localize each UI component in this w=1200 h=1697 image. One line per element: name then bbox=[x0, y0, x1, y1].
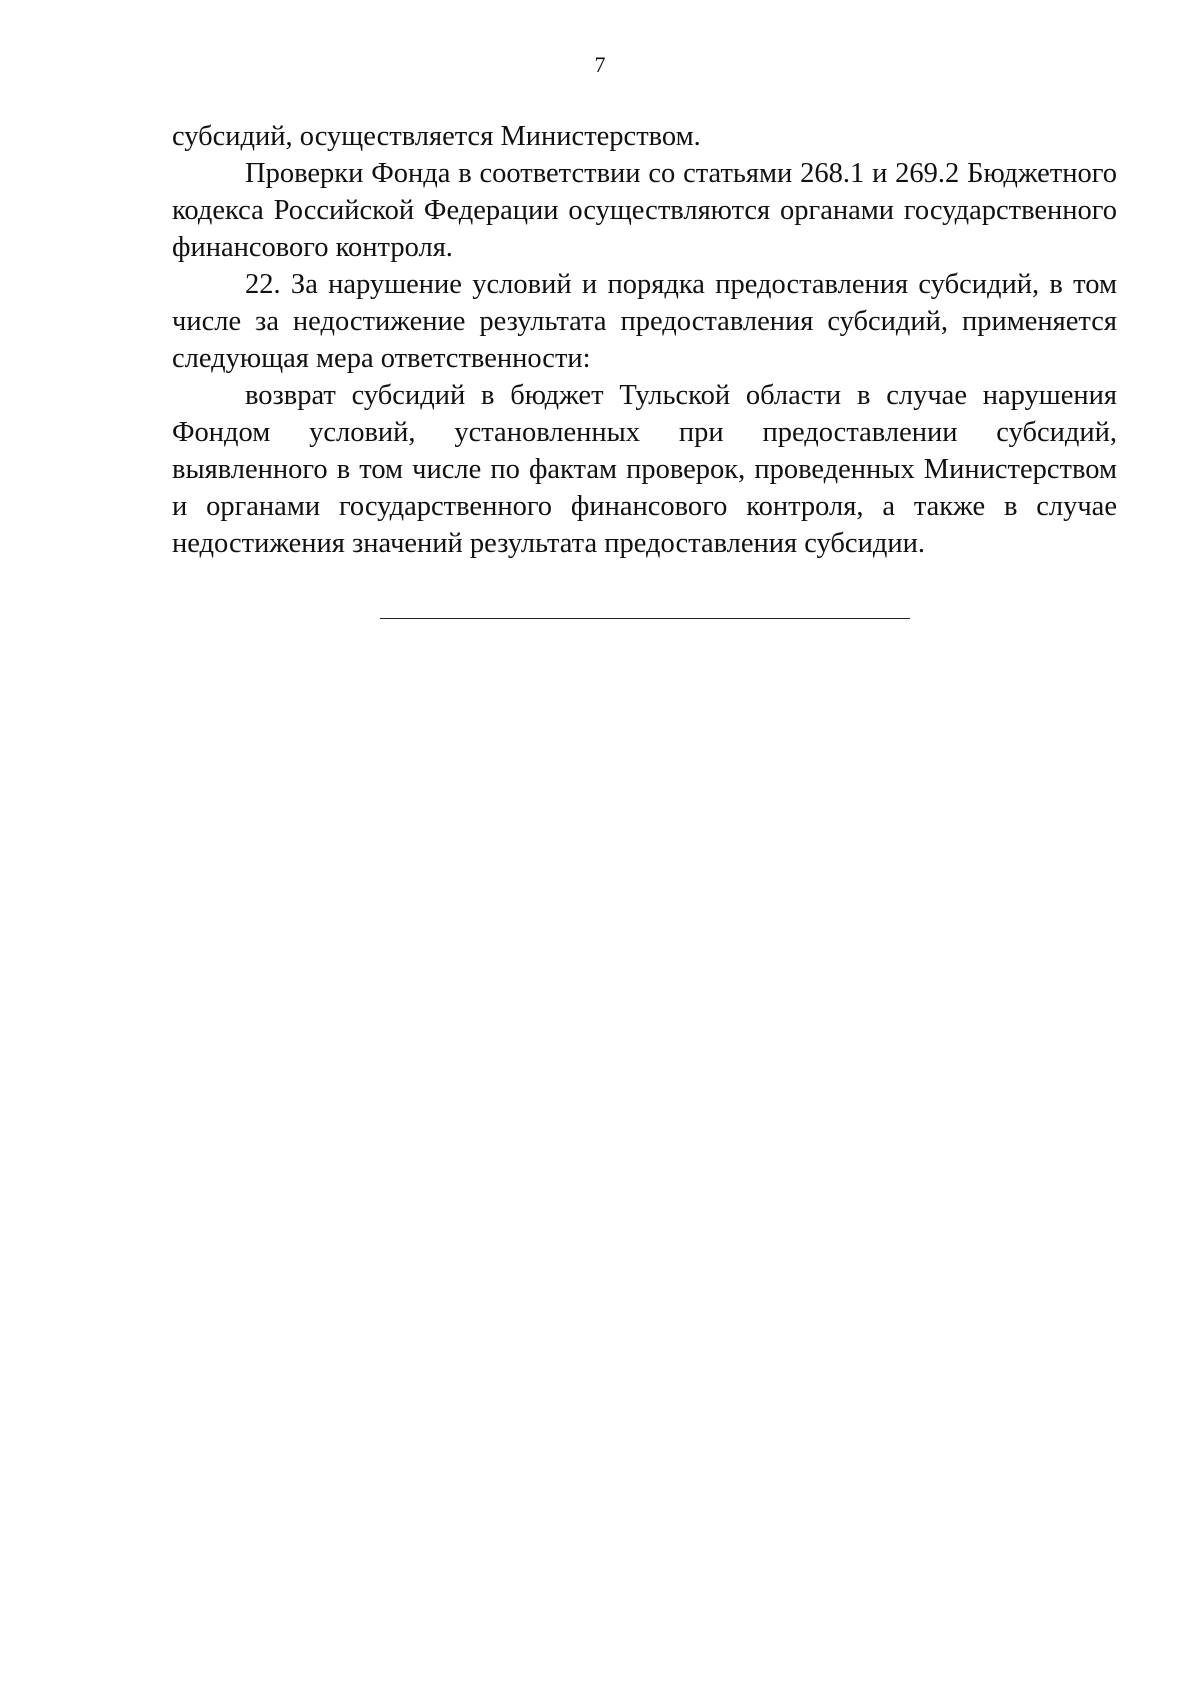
paragraph-item-22: 22. За нарушение условий и порядка предоставления субсидий, в том числе за недостижение результата предоставления субсидий, применяется следующая мера ответственности: bbox=[172, 269, 1117, 374]
paragraph-refund: возврат субсидий в бюджет Тульской области в случае нарушения Фондом условий, установленных при предоставлении субсидий, выявленного в том числе по фактам проверок, проведенных Министерством и органами государственного финансового контроля, а также в случае недостижения значений результата предоставления субсидии. bbox=[172, 380, 1117, 559]
page-number: 7 bbox=[594, 52, 606, 77]
paragraph-inspections: Проверки Фонда в соответствии со статьями 268.1 и 269.2 Бюджетного кодекса Российской Федерации осуществляются органами государственного финансового контроля. bbox=[172, 158, 1117, 263]
document-body bbox=[172, 118, 1117, 562]
paragraph-continuation: субсидий, осуществляется Министерством. bbox=[172, 121, 701, 152]
closing-divider bbox=[380, 618, 910, 619]
